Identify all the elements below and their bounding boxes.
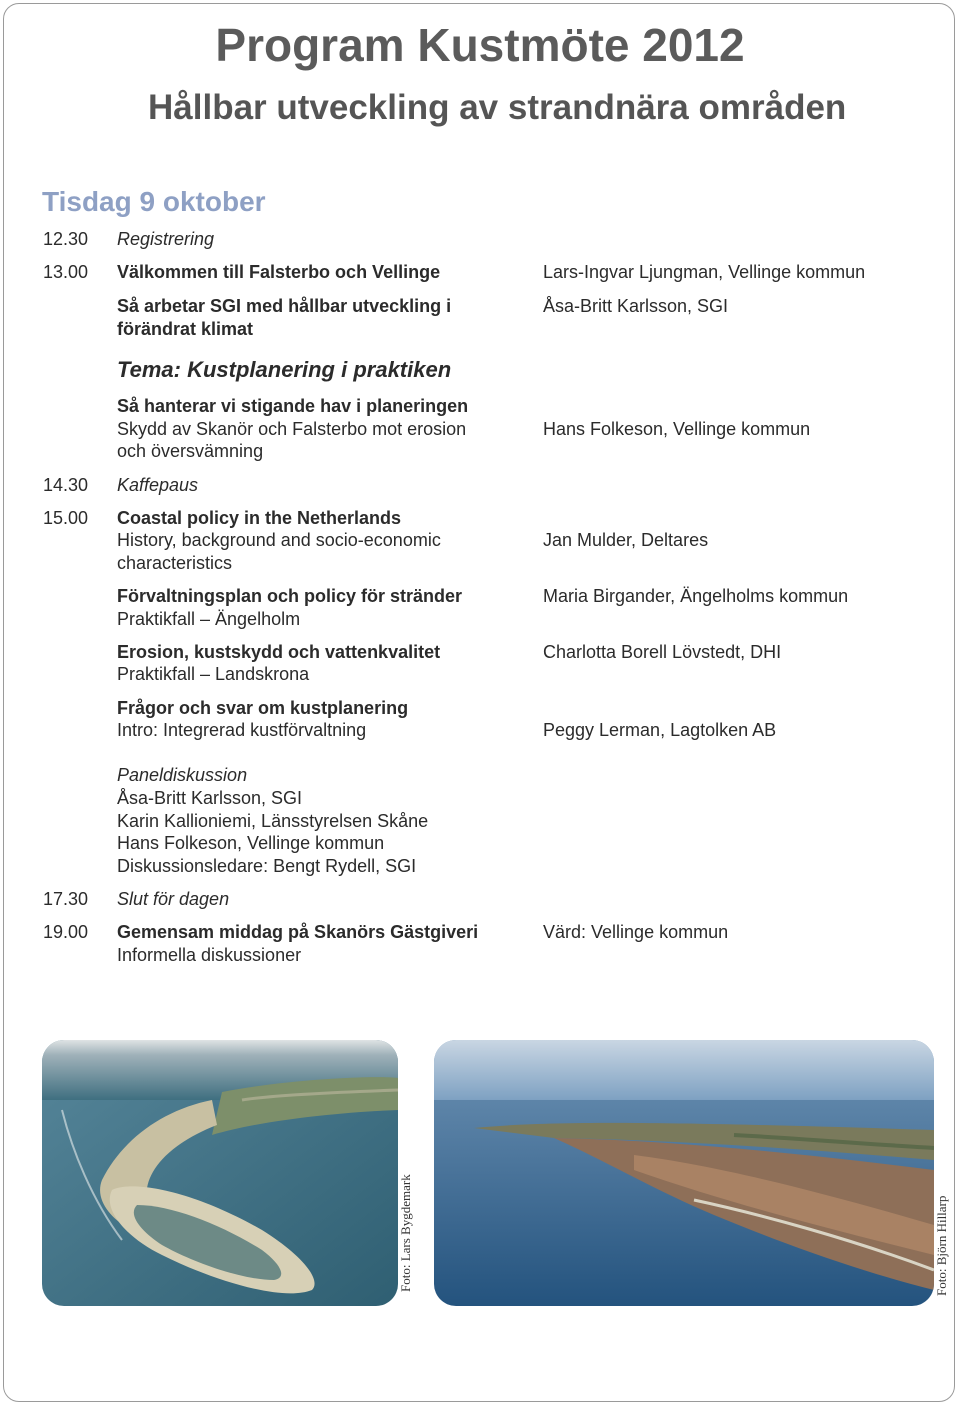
sgi-talk-title-line2: förändrat klimat <box>117 319 254 339</box>
sea-level-speaker: Hans Folkeson, Vellinge kommun <box>543 419 811 439</box>
time-1230: 12.30 <box>43 229 89 249</box>
beach-policy-line1: Praktikfall – Ängelholm <box>117 609 301 629</box>
page-subtitle: Hållbar utveckling av strandnära områden <box>148 88 847 127</box>
netherlands-line1: History, background and socio-economic <box>117 530 441 550</box>
panel-moderator: Diskussionsledare: Bengt Rydell, SGI <box>117 856 417 876</box>
registration-label: Registrering <box>117 229 215 249</box>
panel-label: Paneldiskussion <box>117 765 248 785</box>
welcome-title: Välkommen till Falsterbo och Vellinge <box>117 262 441 282</box>
page-title: Program Kustmöte 2012 <box>215 19 745 71</box>
day-heading: Tisdag 9 oktober <box>42 186 266 217</box>
sgi-talk-speaker: Åsa-Britt Karlsson, SGI <box>543 296 729 316</box>
beach-policy-speaker: Maria Birgander, Ängelholms kommun <box>543 586 849 606</box>
falsterbo-peninsula-image <box>42 1040 398 1306</box>
dinner-line1: Informella diskussioner <box>117 945 302 965</box>
dinner-host: Värd: Vellinge kommun <box>543 922 729 942</box>
beach-policy-title: Förvaltningsplan och policy för stränder <box>117 586 463 606</box>
sea-level-title: Så hanterar vi stigande hav i planeringen <box>117 396 469 416</box>
netherlands-speaker: Jan Mulder, Deltares <box>543 530 709 550</box>
sgi-talk-title-line1: Så arbetar SGI med hållbar utveckling i <box>117 296 452 316</box>
aerial-photo-falsterbo <box>42 1040 398 1306</box>
coffee-break-label: Kaffepaus <box>117 475 199 495</box>
time-1500: 15.00 <box>43 508 89 528</box>
netherlands-line2: characteristics <box>117 553 233 573</box>
panel-member: Karin Kallioniemi, Länsstyrelsen Skåne <box>117 811 429 831</box>
qa-line1: Intro: Integrerad kustförvaltning <box>117 720 367 740</box>
erosion-line1: Praktikfall – Landskrona <box>117 664 310 684</box>
right-photo-credit: Foto: Björn Hillarp <box>934 1195 949 1296</box>
theme-heading: Tema: Kustplanering i praktiken <box>117 357 452 382</box>
erosion-speaker: Charlotta Borell Lövstedt, DHI <box>543 642 782 662</box>
sea-level-line1: Skydd av Skanör och Falsterbo mot erosion <box>117 419 467 439</box>
left-photo-credit: Foto: Lars Bygdemark <box>398 1174 413 1292</box>
time-1430: 14.30 <box>43 475 89 495</box>
panel-member: Hans Folkeson, Vellinge kommun <box>117 833 385 853</box>
time-1730: 17.30 <box>43 889 89 909</box>
time-1900: 19.00 <box>43 922 89 942</box>
erosion-title: Erosion, kustskydd och vattenkvalitet <box>117 642 441 662</box>
aerial-photo-angelholm <box>434 1040 934 1306</box>
netherlands-title: Coastal policy in the Netherlands <box>117 508 402 528</box>
qa-speaker: Peggy Lerman, Lagtolken AB <box>543 720 777 740</box>
panel-member: Åsa-Britt Karlsson, SGI <box>117 788 303 808</box>
coastal-town-image <box>434 1040 934 1306</box>
time-1300: 13.00 <box>43 262 89 282</box>
end-of-day-label: Slut för dagen <box>117 889 230 909</box>
qa-title: Frågor och svar om kustplanering <box>117 698 409 718</box>
dinner-title: Gemensam middag på Skanörs Gästgiveri <box>117 922 479 942</box>
sea-level-line2: och översvämning <box>117 441 264 461</box>
welcome-speaker: Lars-Ingvar Ljungman, Vellinge kommun <box>543 262 866 282</box>
